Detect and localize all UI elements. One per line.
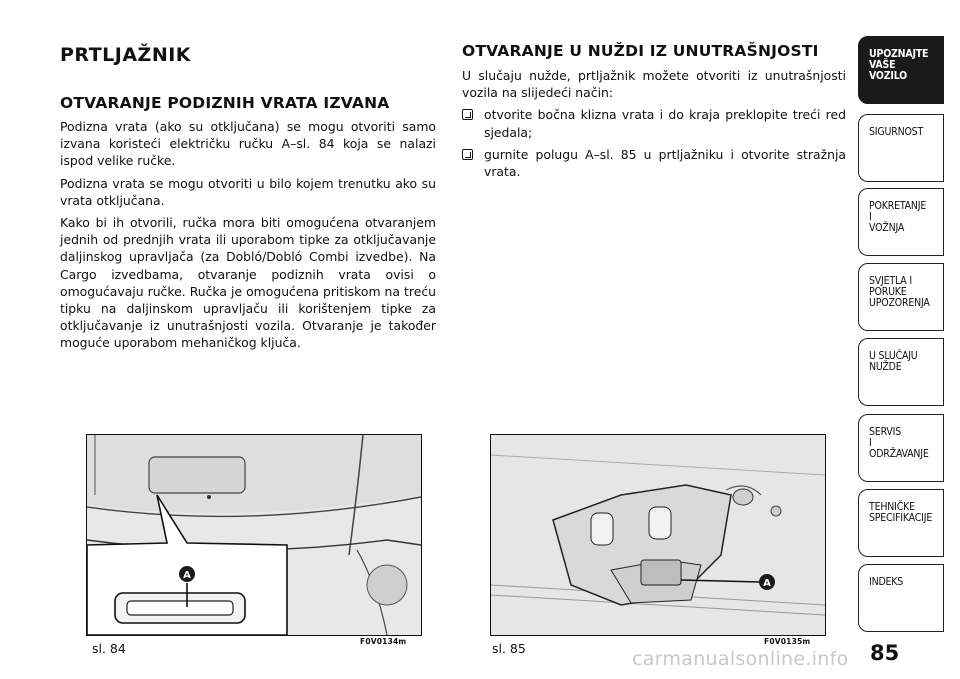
bullet-item-2 [462, 146, 846, 180]
tab-servis-i-odrzavanje[interactable]: SERVIS I ODRŽAVANJE [858, 414, 944, 482]
figure-84-callout-label: A [183, 570, 191, 581]
tab-indeks[interactable]: INDEKS [858, 564, 944, 632]
tab-tehnicke-specifikacije[interactable]: TEHNIČKE SPECIFIKACIJE [858, 489, 944, 557]
figure-85-caption: sl. 85 [492, 641, 526, 656]
bullet-item-1 [462, 106, 846, 140]
left-paragraph-2: Podizna vrata se mogu otvoriti u bilo kojem trenutku ako su vrata otključana. [60, 175, 436, 208]
checkbox-bullet-icon [462, 149, 473, 160]
tab-svjetla-i-poruke[interactable]: SVJETLA I PORUKE UPOZORENJA [858, 263, 944, 331]
tab-pokretanje-i-voznja[interactable]: POKRETANJE I VOŽNJA [858, 188, 944, 256]
left-paragraph-3: Kako bi ih otvorili, ručka mora biti omogućena otvaranjem jednih od prednjih vrata ili uporabom tipke za otključavanje daljinskog upravljača (za Dobló/Dobló Combi izvedbe). Na Cargo izvedbama, otvaranje podiznih vrata ovisi o omogućavaju ručke. Ručka je omogućena pritiskom na treću tipku na daljinskom upravljaču ili korištenjem tipke za otključavanje iz unutrašnjosti vozila. Otvaranje je također moguće uporabom mehaničkog ključa. [60, 215, 436, 351]
figure-85-callout-label: A [763, 578, 771, 589]
right-section-heading: OTVARANJE U NUŽDI IZ UNUTRAŠNJOSTI [462, 42, 819, 60]
page-title: PRTLJAŽNIK [60, 44, 192, 66]
figure-84-code: F0V0134m [360, 637, 407, 646]
tab-sigurnost[interactable]: SIGURNOST [858, 114, 944, 182]
bullet-text-1: otvorite bočna klizna vrata i do kraja preklopite treći red sjedala; [484, 107, 846, 140]
figure-85-image [490, 434, 826, 636]
left-paragraph-1: Podizna vrata (ako su otključana) se mogu otvoriti samo izvana koristeći električku ručku A–sl. 84 koja se nalazi ispod velike ručke. [60, 119, 436, 169]
figure-84-image [86, 434, 422, 636]
left-section-body [60, 118, 436, 357]
checkbox-bullet-icon [462, 109, 473, 120]
tailgate-handle-illustration [87, 435, 421, 635]
watermark: carmanualsonline.info [632, 648, 849, 670]
left-section-heading: OTVARANJE PODIZNIH VRATA IZVANA [60, 94, 390, 112]
figure-84-caption: sl. 84 [92, 641, 126, 656]
bullet-text-2: gurnite polugu A–sl. 85 u prtljažniku i otvorite stražnja vrata. [484, 146, 846, 180]
tab-u-slucaju-nuzde[interactable]: U SLUČAJU NUŽDE [858, 338, 944, 406]
right-section-body [462, 67, 846, 185]
tab-upoznajte-vase-vozilo[interactable]: UPOZNAJTE VAŠE VOZILO [858, 36, 944, 104]
page-number: 85 [870, 641, 900, 665]
right-intro: U slučaju nužde, prtljažnik možete otvoriti iz unutrašnjosti vozila na slijedeći način: [462, 68, 846, 101]
emergency-lever-illustration [491, 435, 825, 635]
figure-85-code: F0V0135m [764, 637, 811, 646]
